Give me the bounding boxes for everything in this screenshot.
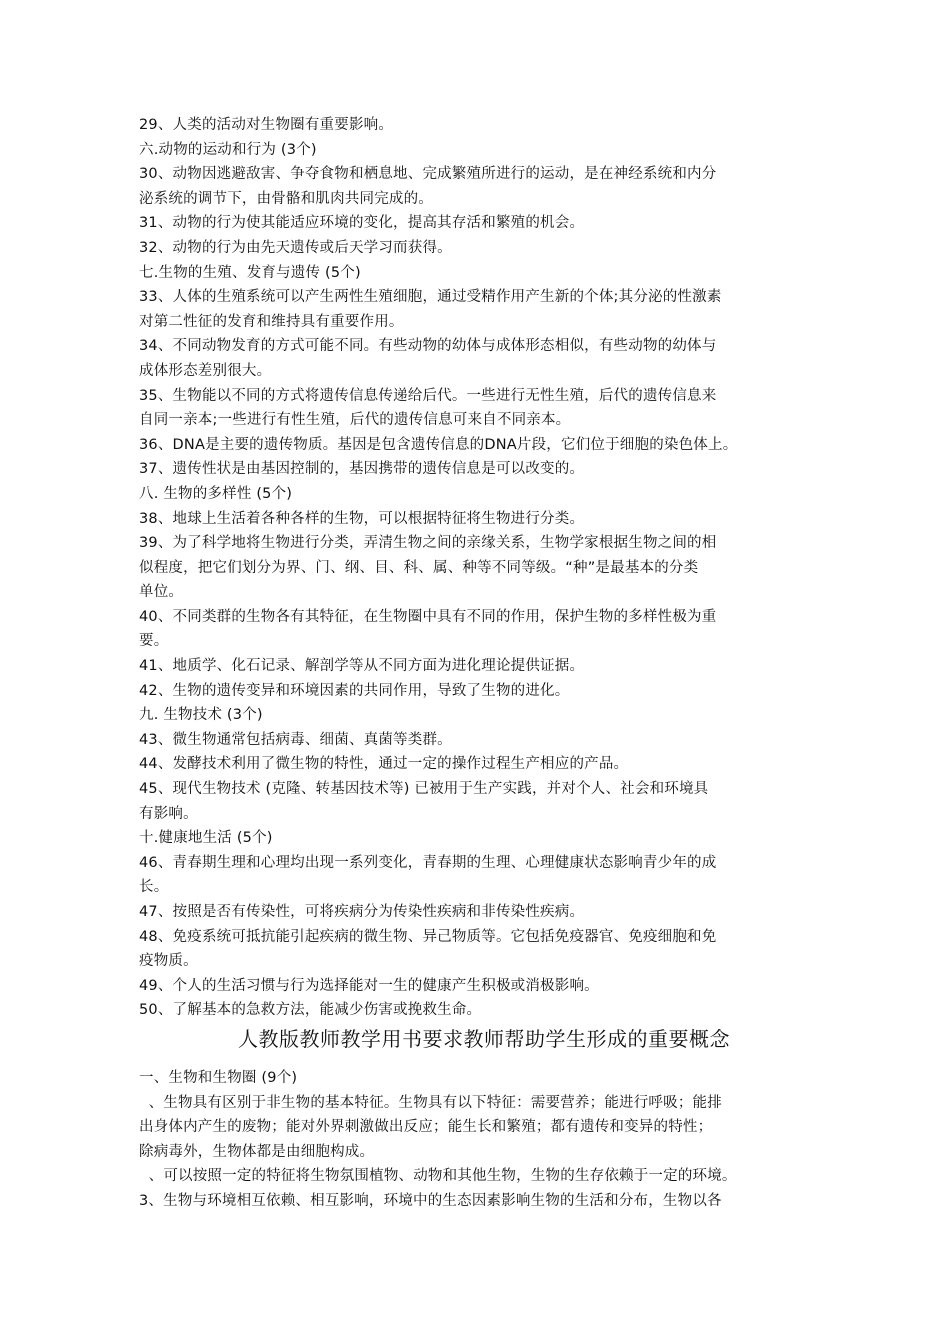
document-body <box>139 113 829 1214</box>
text-line: 除病毒外，生物体都是由细胞构成。 <box>139 1143 375 1160</box>
text-line: 45、现代生物技术 (克隆、转基因技术等) 已被用于生产实践，并对个人、社会和环境具 <box>139 781 709 798</box>
text-line: 泌系统的调节下，由骨骼和肌肉共同完成的。 <box>139 190 433 207</box>
text-line: 33、人体的生殖系统可以产生两性生殖细胞，通过受精作用产生新的个体;其分泌的性激素 <box>139 289 722 306</box>
text-line: 40、不同类群的生物各有其特征，在生物圈中具有不同的作用，保护生物的多样性极为重 <box>139 608 717 625</box>
text-line: 50、了解基本的急救方法，能减少伤害或挽救生命。 <box>139 1002 482 1019</box>
text-line: 48、免疫系统可抵抗能引起疾病的微生物、异己物质等。它包括免疫器官、免疫细胞和免 <box>139 928 717 945</box>
text-line: 38、地球上生活着各种各样的生物，可以根据特征将生物进行分类。 <box>139 510 585 527</box>
text-line: 似程度，把它们划分为界、门、纲、目、科、属、种等不同等级。“种”是最基本的分类 <box>139 559 699 576</box>
text-line: 对第二性征的发育和维持具有重要作用。 <box>139 313 404 330</box>
text-line: 37、遗传性状是由基因控制的，基因携带的遗传信息是可以改变的。 <box>139 461 585 478</box>
section-heading: 八. 生物的多样性 (5个) <box>139 485 293 502</box>
text-line: 47、按照是否有传染性，可将疾病分为传染性疾病和非传染性疾病。 <box>139 904 585 920</box>
section-heading: 九. 生物技术 (3个) <box>139 707 263 724</box>
text-line: 要。 <box>139 633 169 650</box>
text-line: 42、生物的遗传变异和环境因素的共同作用，导致了生物的进化。 <box>139 682 570 699</box>
text-line: 29、人类的活动对生物圈有重要影响。 <box>139 117 394 133</box>
text-line: 、可以按照一定的特征将生物氛围植物、动物和其他生物，生物的生存依赖于一定的环境。 <box>139 1168 737 1185</box>
text-line: 、生物具有区别于非生物的基本特征。生物具有以下特征：需要营养；能进行呼吸；能排 <box>139 1094 722 1111</box>
text-line: 35、生物能以不同的方式将遗传信息传递给后代。一些进行无性生殖，后代的遗传信息来 <box>139 387 717 404</box>
text-line: 成体形态差别很大。 <box>139 362 272 379</box>
text-line: 43、微生物通常包括病毒、细菌、真菌等类群。 <box>139 731 452 748</box>
text-line: 44、发酵技术利用了微生物的特性，通过一定的操作过程生产相应的产品。 <box>139 756 629 773</box>
section-heading: 七.生物的生殖、发育与遗传 (5个) <box>139 264 361 281</box>
document-title: 人教版教师教学用书要求教师帮助学生形成的重要概念 <box>238 1026 730 1051</box>
section-heading: 十.健康地生活 (5个) <box>139 830 273 847</box>
text-line: 疫物质。 <box>139 953 198 970</box>
text-line: 46、青春期生理和心理均出现一系列变化，青春期的生理、心理健康状态影响青少年的成 <box>139 854 717 871</box>
section-heading: 一、生物和生物圈 (9个) <box>139 1069 298 1086</box>
text-line: 39、为了科学地将生物进行分类，弄清生物之间的亲缘关系，生物学家根据生物之间的相 <box>139 535 717 552</box>
text-line: 3、生物与环境相互依赖、相互影响，环境中的生态因素影响生物的生活和分布，生物以各 <box>139 1192 722 1209</box>
text-line: 34、不同动物发育的方式可能不同。有些动物的幼体与成体形态相似，有些动物的幼体与 <box>139 338 717 355</box>
text-line: 出身体内产生的废物；能对外界刺激做出反应；能生长和繁殖；都有遗传和变异的特性； <box>139 1119 713 1136</box>
text-line: 49、个人的生活习惯与行为选择能对一生的健康产生积极或消极影响。 <box>139 977 599 994</box>
text-line: 31、动物的行为使其能适应环境的变化，提高其存活和繁殖的机会。 <box>139 215 585 232</box>
text-line: 36、DNA是主要的遗传物质。基因是包含遗传信息的DNA片段，它们位于细胞的染色体上。 <box>139 436 738 453</box>
text-line: 自同一亲本;一些进行有性生殖，后代的遗传信息可来自不同亲本。 <box>139 412 571 429</box>
text-line: 长。 <box>139 879 169 896</box>
text-line: 41、地质学、化石记录、解剖学等从不同方面为进化理论提供证据。 <box>139 658 585 675</box>
text-line: 32、动物的行为由先天遗传或后天学习而获得。 <box>139 239 452 256</box>
text-line: 有影响。 <box>139 805 198 822</box>
section-heading: 六.动物的运动和行为 (3个) <box>139 141 317 158</box>
text-line: 单位。 <box>139 584 184 601</box>
text-line: 30、动物因逃避敌害、争夺食物和栖息地、完成繁殖所进行的运动，是在神经系统和内分 <box>139 166 717 183</box>
